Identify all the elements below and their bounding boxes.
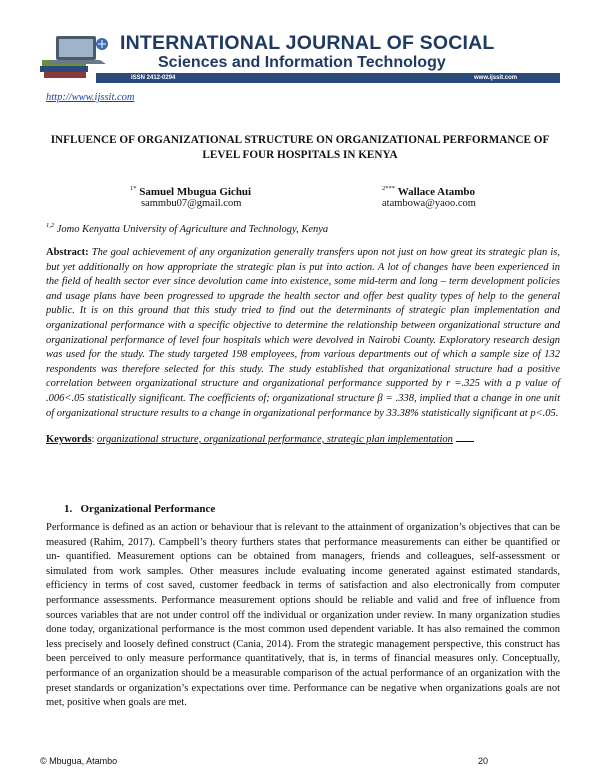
section-1-number: 1.	[64, 503, 73, 515]
section-1-body: Performance is defined as an action or behaviour that is relevant to the attainment of organization’s objectives that can be measured (Rahim, 2017). Campbell’s theory furthers states that performance measurements can either be quantified or un- quantified. Measurement options can be obtained from managers, friends and colleagues, self-assessment or simulated from work samples. Other measures include evaluating income generated against estimated standards, efficiency in terms of cost saved, customer feedback in terms of satisfaction and also electronically from computer performance assessments. Performance measurement options should be reliable and valid and free of influence from sources variables that are not under control off the individual or organization under review. In many organization studies done today, organizational performance is the most common used dependent variable. It has also remained the common less precisely and loosely defined construct (Cania, 2014). From the strategic management perspective, this construct has been perceived to only measure performance quantitatively, that is, in terms of financial measures only. Conceptually, performance of an organization should be a measurable comparison of the actual performance of an organization with the preset standards or organization’s expectations over time. Performance can be negative when organizations goals are not met, positive when goals are met.	[46, 522, 560, 709]
keywords-label: Keywords	[46, 434, 92, 445]
affiliation-marker: 1,2	[46, 222, 55, 229]
author-1	[130, 181, 252, 209]
keywords-separator: :	[91, 434, 95, 445]
site-label: www.ijssit.com	[474, 75, 518, 81]
author-2	[382, 181, 476, 209]
keywords-text: organizational structure, organizational performance, strategic plan implementation	[97, 434, 453, 445]
author-2-marker: 2***	[382, 185, 395, 192]
keywords-underline	[456, 431, 474, 442]
abstract-label: Abstract:	[46, 247, 89, 258]
author-1-marker: 1*	[130, 185, 137, 192]
section-1-title: Organizational Performance	[80, 503, 216, 515]
section-1-heading	[64, 503, 215, 515]
abstract	[46, 246, 560, 421]
issn-label: ISSN 2412-0294	[131, 75, 176, 81]
journal-banner	[36, 26, 566, 86]
journal-title-line2: Sciences and Information Technology	[158, 54, 446, 71]
journal-title-line1: INTERNATIONAL JOURNAL OF SOCIAL	[120, 32, 495, 54]
footer-page-number: 20	[478, 756, 489, 766]
paper-title: INFLUENCE OF ORGANIZATIONAL STRUCTURE ON ORGANIZATIONAL PERFORMANCE OF LEVEL FOUR HOSPITALS IN KENYA	[50, 134, 550, 161]
journal-url-link[interactable]: http://www.ijssit.com	[46, 92, 135, 103]
keywords	[46, 431, 566, 447]
author-1-name: Samuel Mbugua Gichui	[139, 186, 252, 198]
affiliation	[46, 222, 328, 235]
author-2-email: atambowa@yaoo.com	[382, 198, 476, 209]
author-1-email: sammbu07@gmail.com	[141, 198, 242, 209]
affiliation-text: Jomo Kenyatta University of Agriculture and Technology, Kenya	[56, 224, 329, 235]
author-2-name: Wallace Atambo	[397, 186, 476, 198]
abstract-text: The goal achievement of any organization generally transfers upon not just on how great its strategic plan is, but yet additionally on how appropriate the strategic plan is put into action. A lot of changes have been experienced in the field of health sector ever since devolution came into existence, some mid-term and long – term development policies and usage plans have been progressed to upgrade the health sector and offer best quality types of help to the general public. It is on this ground that this study tried to find out the determinants of strategic plan implementation and organizational performance with a specific objective to determine the relationship between organizational structure and organizational performance of level four hospitals which were devolved in Nairobi County. Exploratory research design was used for the study. The study targeted 198 employees, from various departments out of which a sample size of 132 respondents was therefore selected for this study. The study established that organizational structure had a positive correlation between organizational structure and organizational performance supported by r =.325 with a p value of .006<.05 statistically significant. The coefficients of; organizational structure β = .338, implied that a change in one unit of organizational structure results to a change in organizational performance by 33.38% statistically significant at p<.05.	[46, 247, 561, 419]
footer-copyright: © Mbugua, Atambo	[40, 756, 118, 766]
